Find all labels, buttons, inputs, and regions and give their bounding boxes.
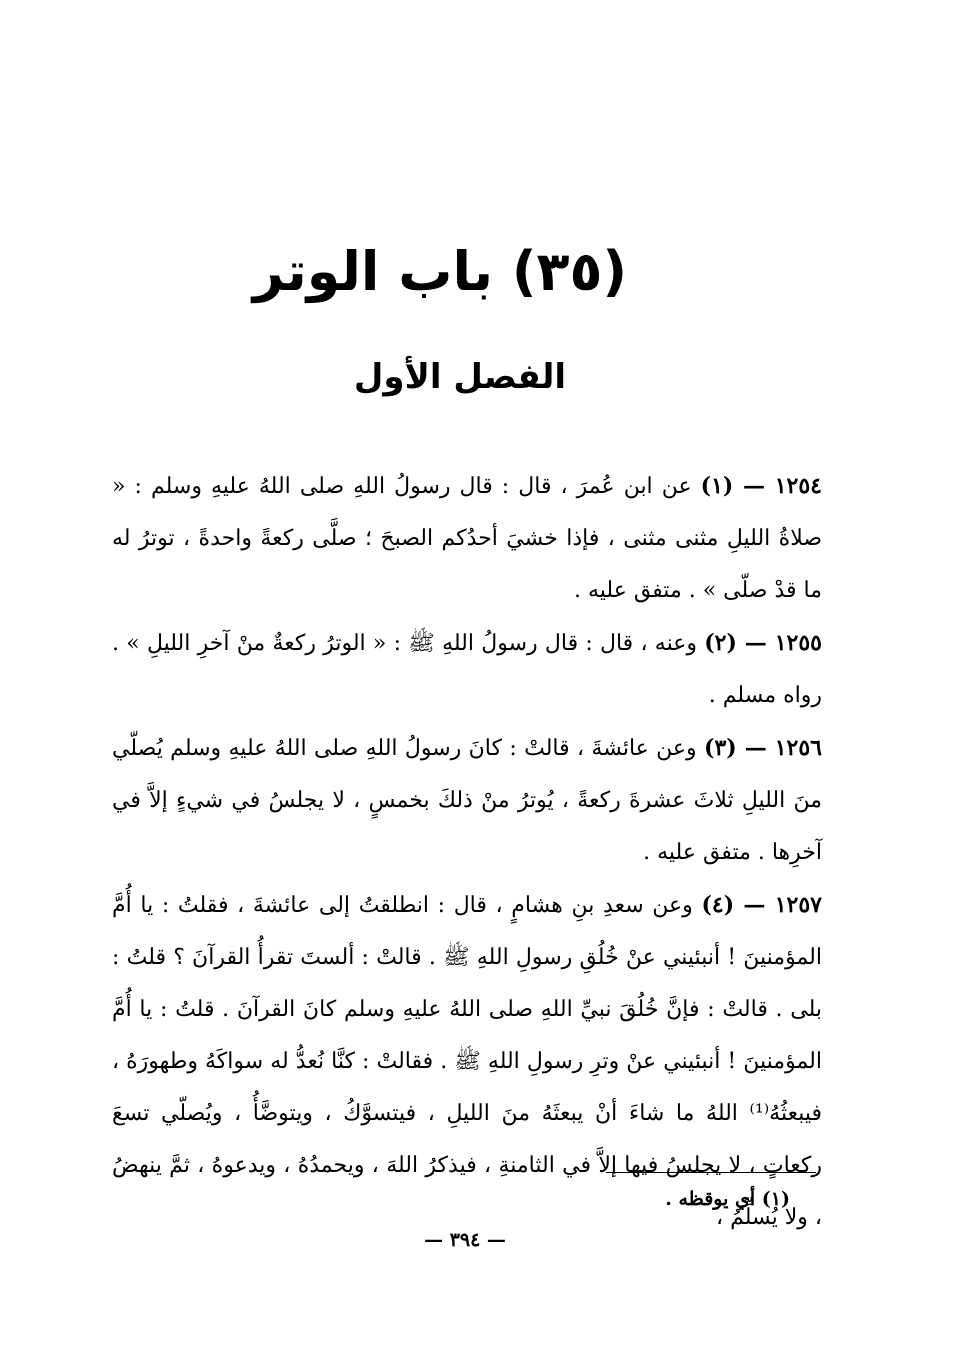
hadith-number: ١٢٥٦ — (٣) [704,735,822,761]
hadith-text: وعنه ، قال : قال رسولُ اللهِ ﷺ : « الوترُ ركعةٌ منْ آخرِ الليلِ » . رواه مسلم . [112,631,822,708]
hadith-list [112,460,822,1244]
hadith-number: ١٢٥٧ — (٤) [701,892,822,918]
hadith-paragraph [112,460,822,617]
hadith-text: عن ابن عُمرَ ، قال : قال رسولُ اللهِ صلى اللهُ عليهِ وسلم : « صلاةُ الليلِ مثنى مثنى ، فإذا خشيَ أحدُكم الصبحَ ؛ صلَّى ركعةً واحدةً ، توترُ له ما قدْ صلّى » . متفق عليه . [112,474,822,603]
chapter-title: (٣٥) باب الوتر [252,240,628,303]
hadith-paragraph [112,722,822,879]
footnote: (١) أي يوقظه . [665,1188,790,1210]
hadith-number: ١٢٥٥ — (٢) [704,630,822,656]
hadith-number: ١٢٥٤ — (١) [700,473,822,499]
page-number: — ٣٩٤ — [424,1229,506,1251]
hadith-paragraph [112,617,822,722]
hadith-text: وعن سعدِ بنِ هشامٍ ، قال : انطلقتُ إلى عائشةَ ، فقلتُ : يا أُمَّ المؤمنينَ ! أنبئيني عنْ خُلُقِ رسولِ اللهِ ﷺ . قالتْ : ألستَ تقرأُ القرآنَ ؟ قلتُ : بلى . قالتْ : فإنَّ خُلُقَ نبيِّ اللهِ صلى اللهُ عليهِ وسلم كانَ القرآنَ . قلتُ : يا أُمَّ المؤمنينَ ! أنبئيني عنْ وترِ رسولِ اللهِ ﷺ . فقالتْ : كنَّا نُعدُّ له سواكَهُ وطهورَهُ ، فيبعثُهُ⁽¹⁾ اللهُ ما شاءَ أنْ يبعثَهُ منَ الليلِ ، فيتسوَّكُ ، ويتوضَّأُ ، ويُصلّي تسعَ ركعاتٍ ، لا يجلسُ فيها إلاَّ في الثامنةِ ، فيذكرُ اللهَ ، ويحمدُهُ ، ويدعوهُ ، ثمَّ ينهضُ ، ولا يُسلِّمُ ، [112,893,822,1230]
hadith-text: وعن عائشةَ ، قالتْ : كانَ رسولُ اللهِ صلى اللهُ عليهِ وسلم يُصلّي منَ الليلِ ثلاثَ عشرةَ ركعةً ، يُوترُ منْ ذلكَ بخمسٍ ، لا يجلسُ في شيءٍ إلاَّ في آخرِها . متفق عليه . [112,736,822,865]
section-title: الفصل الأول [353,357,567,397]
footnote-divider [606,1172,816,1173]
